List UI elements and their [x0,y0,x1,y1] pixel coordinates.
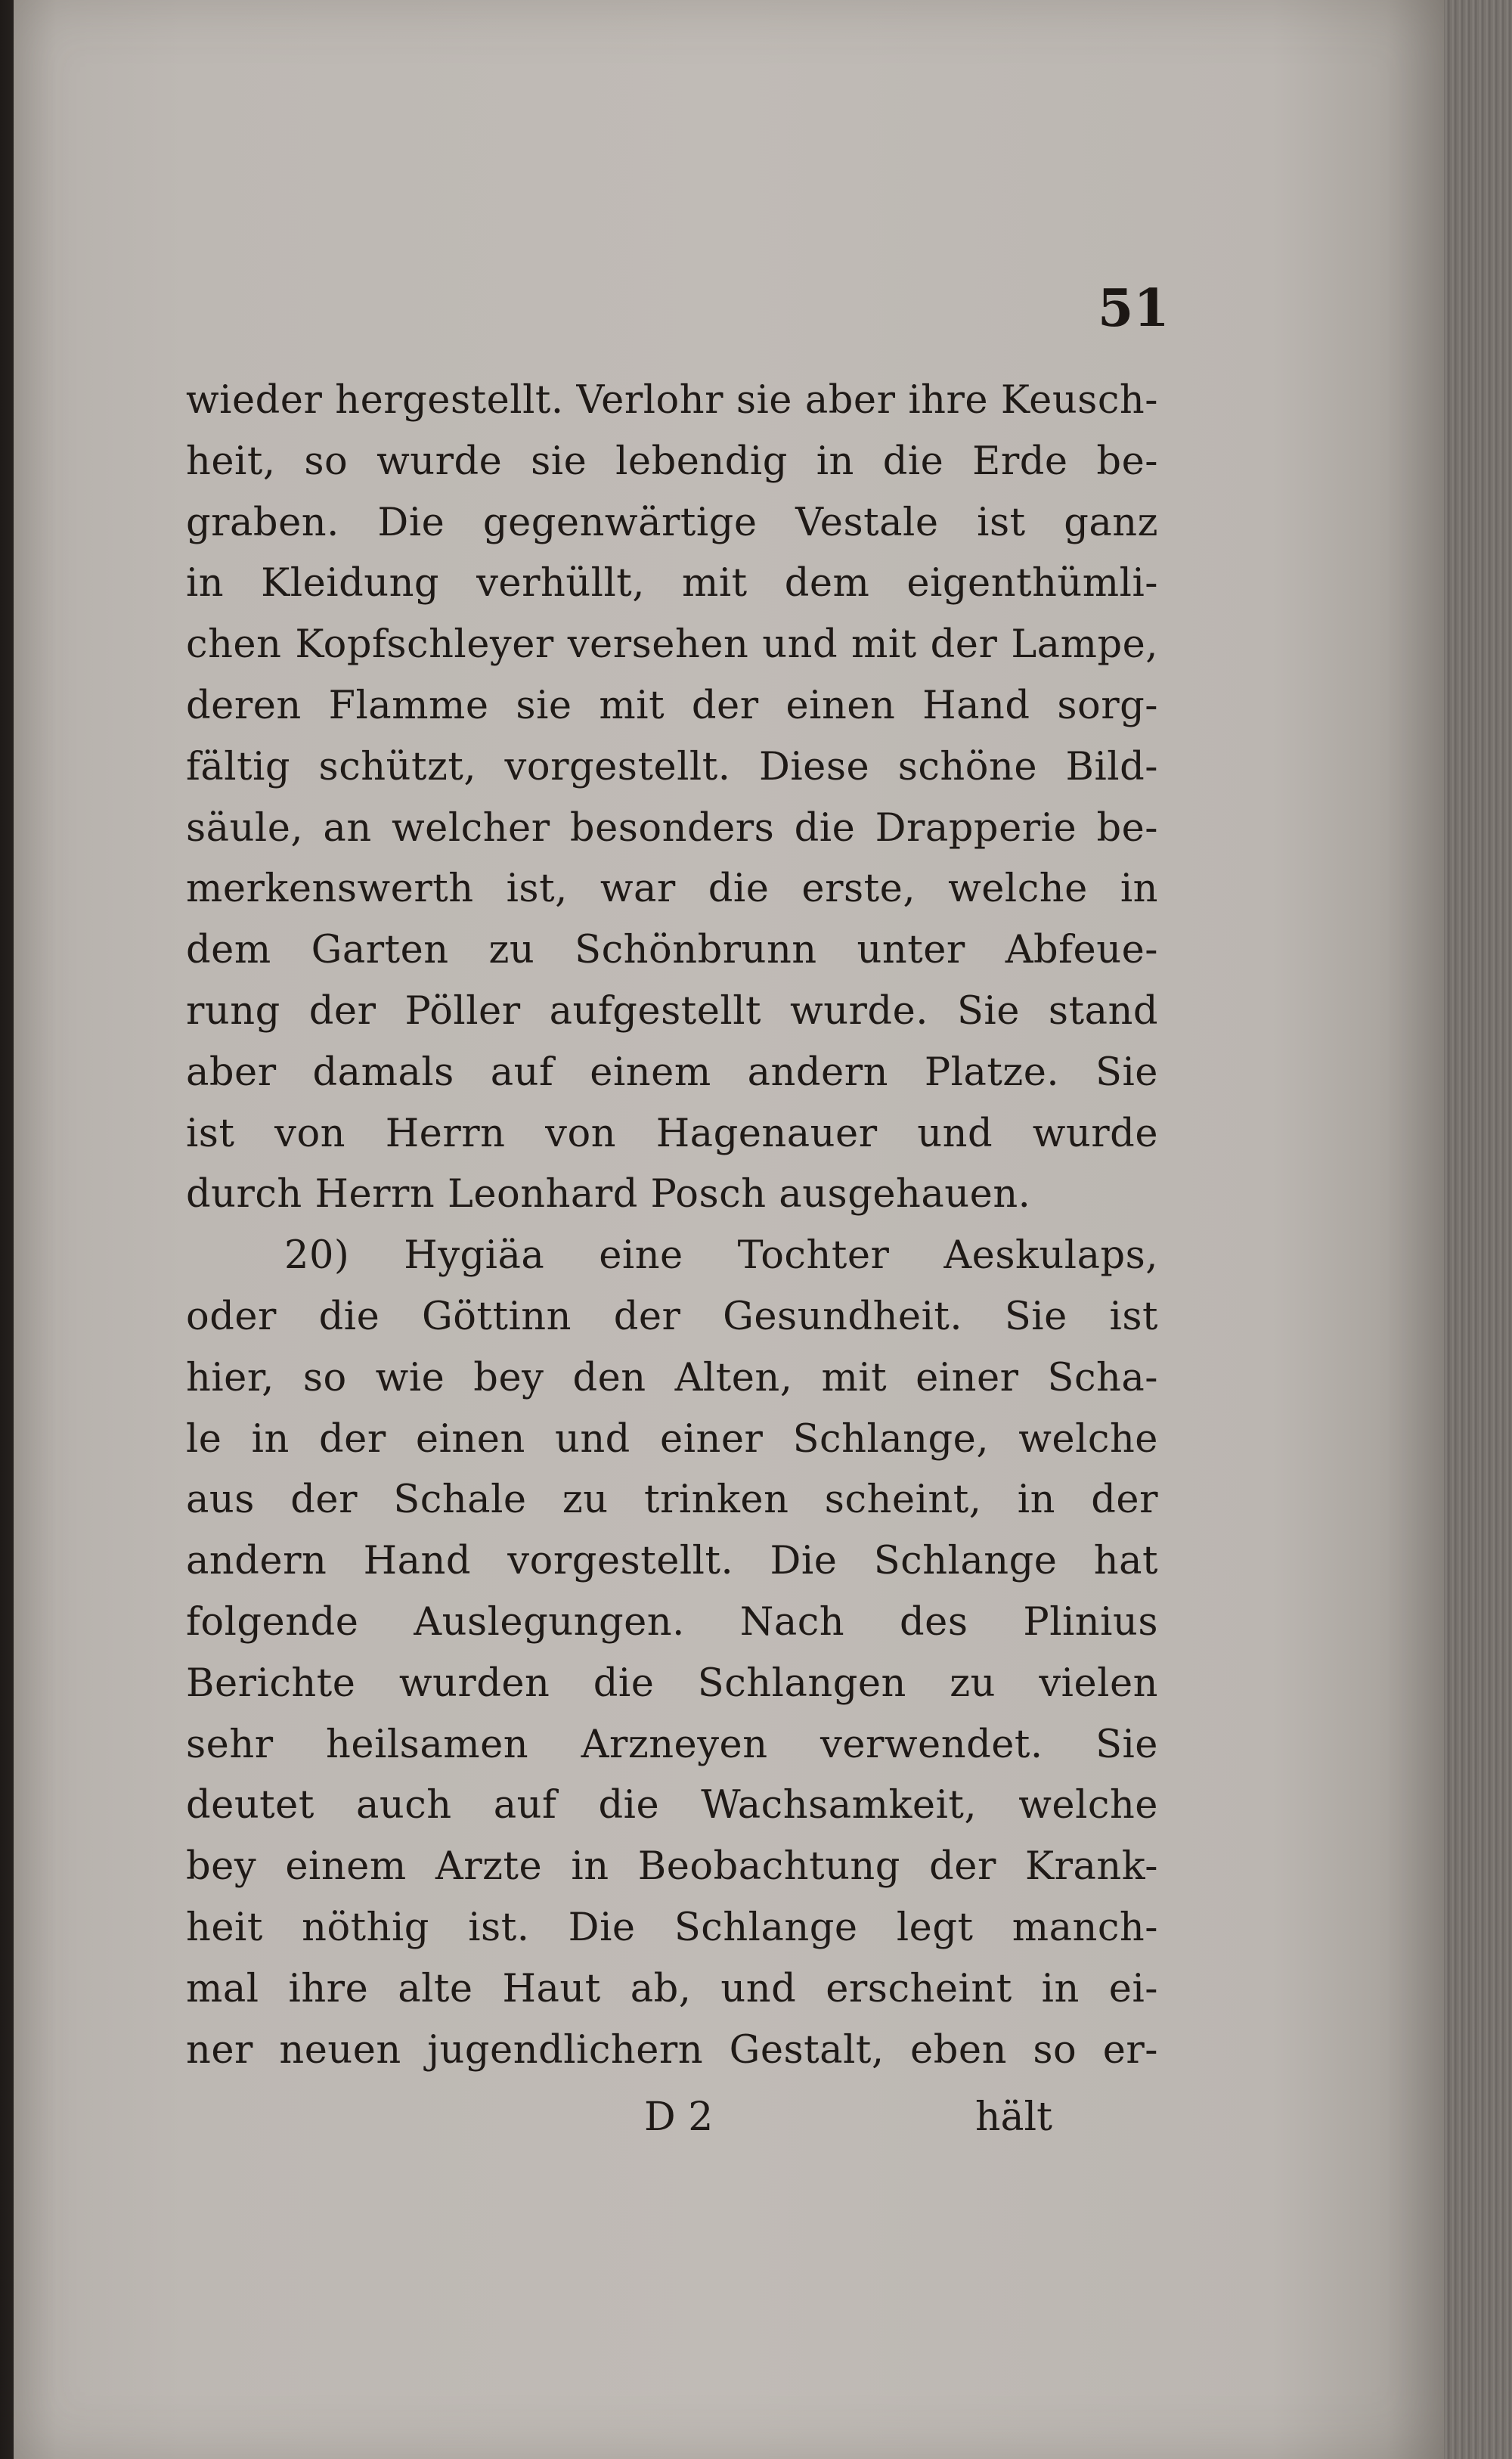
page-footer [0,2095,1512,2163]
text-line: hier, so wie bey den Alten, mit einer Scha- [186,1355,1158,1400]
body-text [186,371,1158,2081]
text-line: dem Garten zu Schönbrunn unter Abfeue- [186,928,1158,973]
text-line: ner neuen jugendlichern Gestalt, eben so er- [186,2027,1158,2073]
text-line: durch Herrn Leonhard Posch ausgehauen. [186,1172,1031,1217]
text-line: rung der Pöller aufgestellt wurde. Sie stand [186,988,1158,1034]
text-line: deren Flamme sie mit der einen Hand sorg- [186,683,1158,728]
text-line: in Kleidung verhüllt, mit dem eigenthümli- [186,561,1158,606]
text-line: oder die Göttinn der Gesundheit. Sie ist [186,1294,1158,1339]
text-line: folgende Auslegungen. Nach des Plinius [186,1599,1158,1645]
text-line: 20) Hygiäa eine Tochter Aeskulaps, [284,1233,1158,1279]
text-line: heit nöthig ist. Die Schlange legt manch- [186,1905,1158,1950]
text-line: le in der einen und einer Schlange, welche [186,1416,1158,1462]
text-line: Berichte wurden die Schlangen zu vielen [186,1661,1158,1706]
text-line: graben. Die gegenwärtige Vestale ist ganz [186,500,1158,545]
page-number: 51 [1098,278,1170,339]
text-line: chen Kopfschleyer versehen und mit der Lampe, [186,622,1158,668]
text-line: aber damals auf einem andern Platze. Sie [186,1050,1158,1095]
text-line: aus der Schale zu trinken scheint, in der [186,1478,1158,1523]
text-line: mal ihre alte Haut ab, und erscheint in ei- [186,1966,1158,2011]
text-line: merkenswerth ist, war die erste, welche in [186,867,1158,912]
text-line: deutet auch auf die Wachsamkeit, welche [186,1783,1158,1828]
text-line: wieder hergestellt. Verlohr sie aber ihre Keusch- [186,378,1158,423]
signature-mark: D 2 [644,2095,714,2140]
page-edges [1444,0,1512,2459]
text-line: ist von Herrn von Hagenauer und wurde [186,1111,1158,1156]
text-line: sehr heilsamen Arzneyen verwendet. Sie [186,1722,1158,1767]
text-line: bey einem Arzte in Beobachtung der Krank- [186,1844,1158,1890]
catchword: hält [975,2095,1053,2140]
text-line: heit, so wurde sie lebendig in die Erde be- [186,439,1158,484]
text-line: fältig schützt, vorgestellt. Diese schöne Bild- [186,744,1158,789]
text-line: säule, an welcher besonders die Drapperie be- [186,805,1158,851]
text-line: andern Hand vorgestellt. Die Schlange hat [186,1539,1158,1584]
